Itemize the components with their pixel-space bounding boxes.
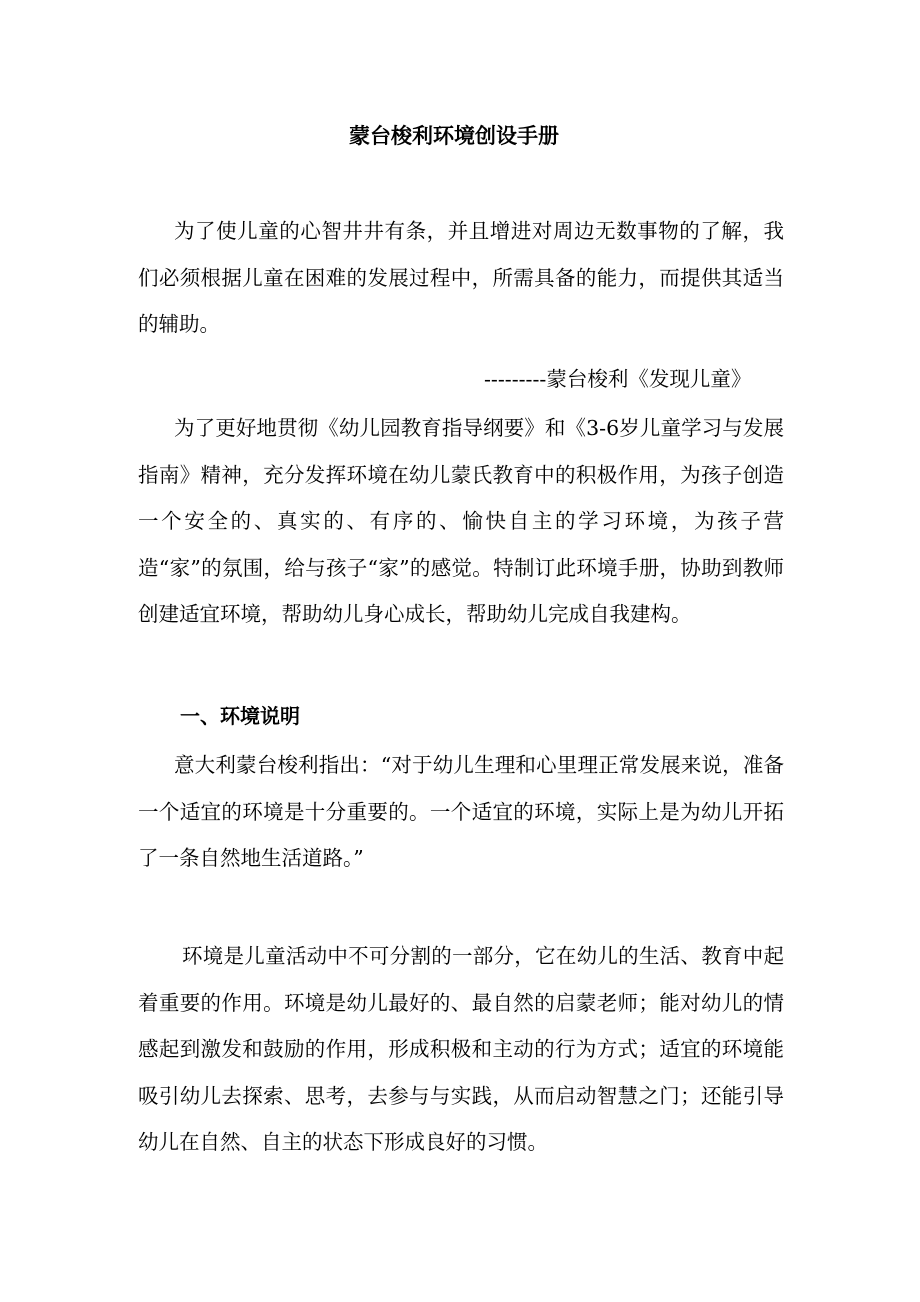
quote-source: ---------蒙台梭利《发现儿童》 xyxy=(484,367,752,391)
intro-paragraph: 为了更好地贯彻《幼儿园教育指导纲要》和《3-6岁儿童学习与发展指南》精神，充分发挥环境在幼儿蒙氏教育中的积极作用，为孩子创造一个安全的、真实的、有序的、愉快自主的学习环境，为孩子营造“家”的氛围，给与孩子“家”的感觉。特制订此环境手册，协助到教师创建适宜环境，帮助幼儿身心成长，帮助幼儿完成自我建构。 xyxy=(138,416,784,626)
section-paragraph-2: 环境是儿童活动中不可分割的一部分，它在幼儿的生活、教育中起着重要的作用。环境是幼儿最好的、最自然的启蒙老师；能对幼儿的情感起到激发和鼓励的作用，形成积极和主动的行为方式；适宜的环境能吸引幼儿去探索、思考，去参与与实践，从而启动智慧之门；还能引导幼儿在自然、自主的状态下形成良好的习惯。 xyxy=(138,944,784,1154)
opening-quote: 为了使儿童的心智井井有条，并且增进对周边无数事物的了解，我们必须根据儿童在困难的发展过程中，所需具备的能力，而提供其适当的辅助。 xyxy=(138,219,784,336)
section-heading: 一、环境说明 xyxy=(180,704,300,728)
section-paragraph-1: 意大利蒙台梭利指出：“对于幼儿生理和心里理正常发展来说，准备一个适宜的环境是十分重要的。一个适宜的环境，实际上是为幼儿开拓了一条自然地生活道路。” xyxy=(138,753,784,870)
document-title: 蒙台梭利环境创设手册 xyxy=(349,124,559,148)
